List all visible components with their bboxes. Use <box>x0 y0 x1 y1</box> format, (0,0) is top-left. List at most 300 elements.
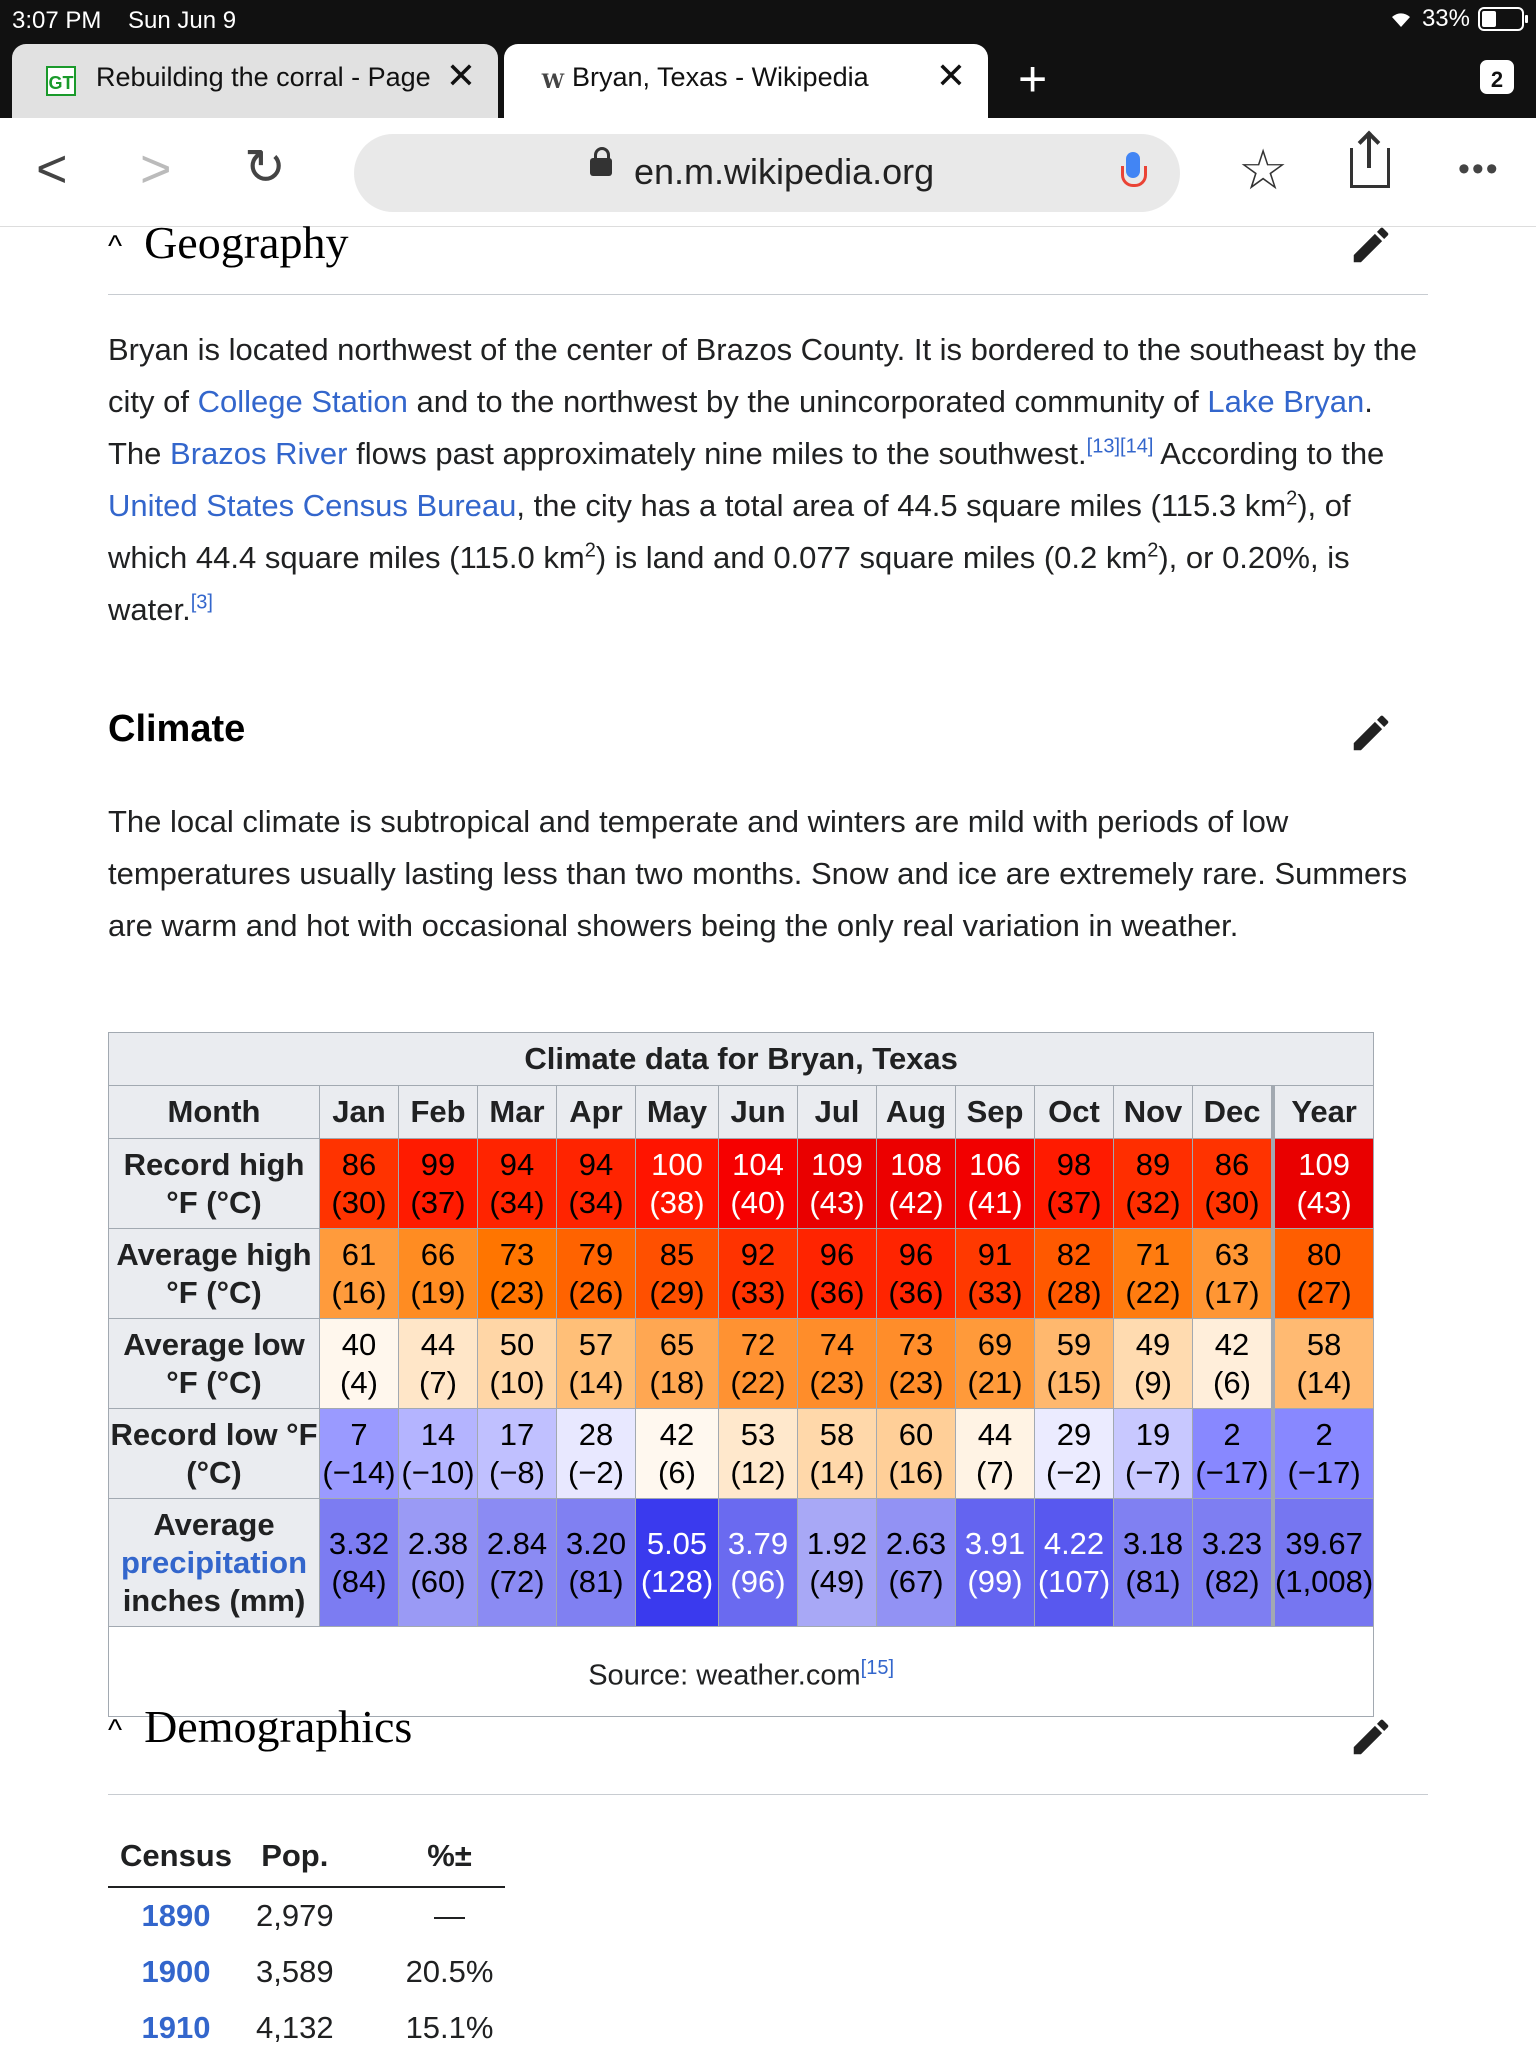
celsius-value: (7) <box>976 1454 1014 1490</box>
celsius-value: (10) <box>489 1364 545 1400</box>
address-bar[interactable] <box>354 134 1180 212</box>
census-year-link[interactable]: 1910 <box>141 2010 211 2045</box>
lock-icon <box>590 158 612 176</box>
month-column-header: Mar <box>478 1086 557 1139</box>
fahrenheit-value: 42 <box>1214 1326 1250 1362</box>
climate-cell <box>956 1229 1035 1319</box>
climate-cell <box>877 1229 956 1319</box>
climate-cell <box>1193 1499 1274 1627</box>
tab-rebuilding-corral[interactable] <box>12 44 498 118</box>
celsius-value: (60) <box>410 1563 466 1599</box>
fahrenheit-value: 53 <box>740 1416 776 1452</box>
climate-cell <box>1273 1319 1374 1409</box>
celsius-value: (12) <box>730 1454 786 1490</box>
fahrenheit-value: 2 <box>1223 1416 1241 1452</box>
climate-cell <box>956 1499 1035 1627</box>
climate-cell <box>1035 1229 1114 1319</box>
climate-cell <box>1193 1229 1274 1319</box>
climate-cell <box>877 1139 956 1229</box>
demographics-heading[interactable] <box>108 1700 412 1753</box>
climate-cell <box>1114 1139 1193 1229</box>
climate-paragraph: The local climate is subtropical and temperate and winters are mild with periods of low temperatures usually lasting less than two months. Snow and ice are extremely rare. Summers are warm and hot with occasional showers being the only real variation in weather. <box>108 804 1408 943</box>
geography-heading[interactable] <box>108 226 348 269</box>
census-header: Census <box>108 1826 244 1887</box>
text: , the city has a total area of 44.5 square miles (115.3 km <box>516 488 1287 523</box>
celsius-value: (49) <box>809 1563 865 1599</box>
reload-button[interactable]: ↻ <box>244 139 286 195</box>
fahrenheit-value: 50 <box>499 1326 535 1362</box>
celsius-value: (−14) <box>322 1454 396 1490</box>
percent-change-value: 20.5% <box>405 1954 494 1989</box>
celsius-value: (27) <box>1296 1274 1352 1310</box>
climate-cell <box>636 1409 719 1499</box>
climate-cell <box>478 1139 557 1229</box>
climate-row-label: Record low °F (°C) <box>109 1409 320 1499</box>
share-icon[interactable] <box>1350 148 1390 188</box>
fahrenheit-value: 40 <box>341 1326 377 1362</box>
celsius-value: (−10) <box>401 1454 475 1490</box>
demographics-heading-text: Demographics <box>144 1701 413 1752</box>
climate-cell <box>798 1139 877 1229</box>
celsius-value: (4) <box>340 1364 378 1400</box>
battery-icon <box>1478 7 1524 31</box>
population-value: 2,979 <box>255 1898 334 1933</box>
climate-table-title: Climate data for Bryan, Texas <box>108 1032 1374 1085</box>
climate-cell <box>478 1319 557 1409</box>
climate-cell <box>798 1409 877 1499</box>
climate-cell <box>798 1499 877 1627</box>
climate-cell <box>320 1409 399 1499</box>
climate-cell <box>956 1319 1035 1409</box>
celsius-value: (37) <box>1046 1184 1102 1220</box>
fahrenheit-value: 3.79 <box>727 1525 789 1561</box>
celsius-value: (40) <box>730 1184 786 1220</box>
month-column-header: Apr <box>557 1086 636 1139</box>
climate-cell <box>557 1139 636 1229</box>
climate-cell <box>877 1319 956 1409</box>
ref-14[interactable]: [14] <box>1120 435 1154 458</box>
collapse-caret-icon[interactable]: ^ <box>108 230 123 264</box>
climate-cell <box>877 1499 956 1627</box>
climate-cell <box>719 1229 798 1319</box>
celsius-value: (81) <box>1125 1563 1181 1599</box>
more-menu-icon[interactable]: ••• <box>1458 150 1500 188</box>
fahrenheit-value: 63 <box>1214 1236 1250 1272</box>
census-table <box>108 1826 505 2048</box>
celsius-value: (26) <box>568 1274 624 1310</box>
fahrenheit-value: 7 <box>350 1416 368 1452</box>
fahrenheit-value: 80 <box>1306 1236 1342 1272</box>
climate-cell <box>1035 1139 1114 1229</box>
celsius-value: (−8) <box>489 1454 545 1490</box>
edit-pencil-icon[interactable] <box>1348 710 1394 756</box>
climate-cell <box>1035 1319 1114 1409</box>
climate-cell <box>1273 1409 1374 1499</box>
fahrenheit-value: 89 <box>1135 1146 1171 1182</box>
celsius-value: (128) <box>640 1563 714 1599</box>
month-column-header: Feb <box>399 1086 478 1139</box>
celsius-value: (23) <box>489 1274 545 1310</box>
fahrenheit-value: 3.18 <box>1122 1525 1184 1561</box>
census-year-link[interactable]: 1890 <box>141 1898 211 1933</box>
status-bar <box>0 0 1536 42</box>
climate-cell <box>320 1229 399 1319</box>
percent-change-value: — <box>434 1898 466 1933</box>
celsius-value: (−17) <box>1287 1454 1361 1490</box>
ref-3[interactable]: [3] <box>190 591 213 614</box>
climate-cell <box>798 1229 877 1319</box>
climate-cell <box>1035 1409 1114 1499</box>
close-tab-icon[interactable]: ✕ <box>935 55 966 96</box>
celsius-value: (6) <box>658 1454 696 1490</box>
fahrenheit-value: 94 <box>499 1146 535 1182</box>
celsius-value: (−2) <box>1046 1454 1102 1490</box>
climate-data-row <box>109 1409 1374 1499</box>
climate-cell <box>399 1409 478 1499</box>
text: Average <box>153 1506 275 1542</box>
gt-favicon-icon: GT <box>46 66 76 96</box>
tab-bryan-wikipedia[interactable] <box>504 44 988 118</box>
close-tab-icon[interactable]: ✕ <box>445 55 476 96</box>
tab-title: Rebuilding the corral - Page <box>96 62 431 92</box>
celsius-value: (16) <box>888 1454 944 1490</box>
celsius-value: (37) <box>410 1184 466 1220</box>
fahrenheit-value: 59 <box>1056 1326 1092 1362</box>
climate-cell <box>1114 1499 1193 1627</box>
fahrenheit-value: 5.05 <box>646 1525 708 1561</box>
page-content <box>0 226 1536 2048</box>
fahrenheit-value: 19 <box>1135 1416 1171 1452</box>
fahrenheit-value: 39.67 <box>1285 1525 1363 1561</box>
celsius-value: (36) <box>888 1274 944 1310</box>
fahrenheit-value: 2.63 <box>885 1525 947 1561</box>
month-column-header: Jun <box>719 1086 798 1139</box>
celsius-value: (7) <box>419 1364 457 1400</box>
fahrenheit-value: 91 <box>977 1236 1013 1272</box>
fahrenheit-value: 14 <box>420 1416 456 1452</box>
climate-cell <box>399 1139 478 1229</box>
fahrenheit-value: 82 <box>1056 1236 1092 1272</box>
climate-cell <box>399 1319 478 1409</box>
table-row <box>108 1944 505 2000</box>
fahrenheit-value: 94 <box>578 1146 614 1182</box>
month-header: Month <box>109 1086 320 1139</box>
celsius-value: (15) <box>1046 1364 1102 1400</box>
celsius-value: (43) <box>809 1184 865 1220</box>
year-column-header: Year <box>1273 1086 1374 1139</box>
fahrenheit-value: 49 <box>1135 1326 1171 1362</box>
tab-strip <box>0 42 1536 118</box>
climate-cell <box>719 1139 798 1229</box>
fahrenheit-value: 58 <box>819 1416 855 1452</box>
tab-count-button[interactable]: 2 <box>1480 60 1514 94</box>
tab-title: Bryan, Texas - Wikipedia <box>572 62 869 92</box>
celsius-value: (14) <box>809 1454 865 1490</box>
celsius-value: (1,008) <box>1275 1563 1374 1599</box>
section-divider <box>108 294 1428 295</box>
fahrenheit-value: 1.92 <box>806 1525 868 1561</box>
celsius-value: (18) <box>649 1364 705 1400</box>
climate-cell <box>320 1319 399 1409</box>
fahrenheit-value: 17 <box>499 1416 535 1452</box>
fahrenheit-value: 73 <box>898 1326 934 1362</box>
fahrenheit-value: 44 <box>420 1326 456 1362</box>
text: According to the <box>1153 436 1385 471</box>
climate-cell <box>1273 1499 1374 1627</box>
month-column-header: Dec <box>1193 1086 1274 1139</box>
population-value: 3,589 <box>255 1954 334 1989</box>
fahrenheit-value: 71 <box>1135 1236 1171 1272</box>
celsius-value: (16) <box>331 1274 387 1310</box>
ref-15[interactable]: [15] <box>860 1656 894 1679</box>
climate-cell <box>1035 1499 1114 1627</box>
climate-row-label <box>109 1499 320 1627</box>
month-column-header: Aug <box>877 1086 956 1139</box>
climate-cell <box>557 1229 636 1319</box>
link-census-bureau[interactable]: United States Census Bureau <box>108 488 517 523</box>
fahrenheit-value: 57 <box>578 1326 614 1362</box>
fahrenheit-value: 3.23 <box>1201 1525 1263 1561</box>
celsius-value: (23) <box>809 1364 865 1400</box>
bookmark-star-icon[interactable]: ☆ <box>1238 138 1289 201</box>
celsius-value: (41) <box>967 1184 1023 1220</box>
climate-cell <box>557 1499 636 1627</box>
climate-cell <box>557 1409 636 1499</box>
fahrenheit-value: 86 <box>1214 1146 1250 1182</box>
text: ) is land and 0.077 square miles (0.2 km <box>595 540 1148 575</box>
climate-cell <box>478 1229 557 1319</box>
celsius-value: (38) <box>649 1184 705 1220</box>
celsius-value: (96) <box>730 1563 786 1599</box>
month-column-header: Jul <box>798 1086 877 1139</box>
climate-cell <box>1193 1139 1274 1229</box>
celsius-value: (17) <box>1204 1274 1260 1310</box>
fahrenheit-value: 109 <box>811 1146 863 1182</box>
text: ), or 0.20%, is water. <box>108 540 1350 627</box>
section-divider <box>108 1794 1428 1795</box>
fahrenheit-value: 74 <box>819 1326 855 1362</box>
climate-cell <box>320 1499 399 1627</box>
fahrenheit-value: 4.22 <box>1043 1525 1105 1561</box>
celsius-value: (14) <box>568 1364 624 1400</box>
celsius-value: (−17) <box>1195 1454 1269 1490</box>
celsius-value: (36) <box>809 1274 865 1310</box>
celsius-value: (9) <box>1134 1364 1172 1400</box>
celsius-value: (34) <box>489 1184 545 1220</box>
celsius-value: (30) <box>1204 1184 1260 1220</box>
wikipedia-favicon-icon: W <box>541 69 565 93</box>
new-tab-button[interactable]: + <box>1018 51 1048 107</box>
celsius-value: (107) <box>1037 1563 1111 1599</box>
edit-pencil-icon[interactable] <box>1348 1714 1394 1760</box>
geography-paragraph <box>108 324 1428 636</box>
fahrenheit-value: 42 <box>659 1416 695 1452</box>
navigation-bar <box>0 118 1536 227</box>
celsius-value: (43) <box>1296 1184 1352 1220</box>
fahrenheit-value: 104 <box>732 1146 784 1182</box>
fahrenheit-value: 100 <box>651 1146 703 1182</box>
text: inches (mm) <box>122 1582 306 1618</box>
celsius-value: (22) <box>1125 1274 1181 1310</box>
climate-data-row <box>109 1499 1374 1627</box>
climate-cell <box>1114 1229 1193 1319</box>
source-text: Source: weather.com <box>588 1659 861 1692</box>
month-column-header: Jan <box>320 1086 399 1139</box>
climate-cell <box>719 1319 798 1409</box>
status-date: Sun Jun 9 <box>128 7 237 34</box>
text: flows past approximately nine miles to the southwest. <box>347 436 1087 471</box>
celsius-value: (42) <box>888 1184 944 1220</box>
population-header: Pop. <box>244 1826 346 1887</box>
climate-cell <box>1193 1409 1274 1499</box>
fahrenheit-value: 2.38 <box>407 1525 469 1561</box>
forward-button[interactable]: > <box>140 139 172 199</box>
fahrenheit-value: 2 <box>1315 1416 1333 1452</box>
percent-change-header: %± <box>346 1826 506 1887</box>
climate-cell <box>1273 1139 1374 1229</box>
climate-cell <box>1114 1319 1193 1409</box>
celsius-value: (72) <box>489 1563 545 1599</box>
celsius-value: (67) <box>888 1563 944 1599</box>
month-column-header: May <box>636 1086 719 1139</box>
celsius-value: (19) <box>410 1274 466 1310</box>
celsius-value: (33) <box>730 1274 786 1310</box>
fahrenheit-value: 69 <box>977 1326 1013 1362</box>
fahrenheit-value: 73 <box>499 1236 535 1272</box>
climate-cell <box>636 1229 719 1319</box>
superscript: 2 <box>584 539 596 562</box>
celsius-value: (34) <box>568 1184 624 1220</box>
fahrenheit-value: 3.32 <box>328 1525 390 1561</box>
celsius-value: (82) <box>1204 1563 1260 1599</box>
text: and to the northwest by the unincorporated community of <box>407 384 1208 419</box>
fahrenheit-value: 28 <box>578 1416 614 1452</box>
month-column-header: Nov <box>1114 1086 1193 1139</box>
fahrenheit-value: 98 <box>1056 1146 1092 1182</box>
celsius-value: (99) <box>967 1563 1023 1599</box>
celsius-value: (−2) <box>568 1454 624 1490</box>
link-precipitation[interactable]: precipitation <box>120 1544 307 1580</box>
month-column-header: Sep <box>956 1086 1035 1139</box>
celsius-value: (21) <box>967 1364 1023 1400</box>
climate-table <box>108 1032 1374 1717</box>
fahrenheit-value: 44 <box>977 1416 1013 1452</box>
celsius-value: (81) <box>568 1563 624 1599</box>
fahrenheit-value: 99 <box>420 1146 456 1182</box>
celsius-value: (14) <box>1296 1364 1352 1400</box>
text: Bryan is located northwest of the center of Brazos County. It is bordered to the southeast by the city of <box>108 332 1418 419</box>
battery-percent: 33% <box>1421 5 1470 32</box>
climate-row-label: Record high °F (°C) <box>109 1139 320 1229</box>
celsius-value: (22) <box>730 1364 786 1400</box>
table-row <box>108 1887 505 1944</box>
celsius-value: (−7) <box>1125 1454 1181 1490</box>
climate-cell <box>636 1499 719 1627</box>
climate-cell <box>478 1499 557 1627</box>
fahrenheit-value: 72 <box>740 1326 776 1362</box>
back-button[interactable]: < <box>36 139 68 199</box>
fahrenheit-value: 3.20 <box>565 1525 627 1561</box>
climate-row-label: Average high °F (°C) <box>109 1229 320 1319</box>
table-row <box>108 2000 505 2048</box>
climate-cell <box>798 1319 877 1409</box>
climate-cell <box>636 1139 719 1229</box>
text: ), of which 44.4 square miles (115.0 km <box>108 488 1351 575</box>
link-brazos-river[interactable]: Brazos River <box>170 436 348 471</box>
celsius-value: (29) <box>649 1274 705 1310</box>
celsius-value: (30) <box>331 1184 387 1220</box>
climate-row-label: Average low °F (°C) <box>109 1319 320 1409</box>
fahrenheit-value: 86 <box>341 1146 377 1182</box>
climate-cell <box>877 1409 956 1499</box>
fahrenheit-value: 3.91 <box>964 1525 1026 1561</box>
fahrenheit-value: 106 <box>969 1146 1021 1182</box>
wifi-icon <box>1388 9 1414 29</box>
fahrenheit-value: 85 <box>659 1236 695 1272</box>
collapse-caret-icon[interactable]: ^ <box>108 1714 123 1748</box>
fahrenheit-value: 2.84 <box>486 1525 548 1561</box>
census-year-link[interactable]: 1900 <box>141 1954 211 1989</box>
ref-13[interactable]: [13] <box>1086 435 1121 458</box>
fahrenheit-value: 109 <box>1298 1146 1350 1182</box>
fahrenheit-value: 65 <box>659 1326 695 1362</box>
climate-data-row <box>109 1139 1374 1229</box>
microphone-icon[interactable] <box>1126 152 1140 178</box>
celsius-value: (23) <box>888 1364 944 1400</box>
climate-cell <box>1193 1319 1274 1409</box>
url-text[interactable]: en.m.wikipedia.org <box>634 151 935 192</box>
geography-heading-text: Geography <box>144 226 349 268</box>
celsius-value: (6) <box>1213 1364 1251 1400</box>
percent-change-value: 15.1% <box>405 2010 494 2045</box>
fahrenheit-value: 96 <box>819 1236 855 1272</box>
fahrenheit-value: 79 <box>578 1236 614 1272</box>
climate-cell <box>557 1319 636 1409</box>
celsius-value: (32) <box>1125 1184 1181 1220</box>
population-value: 4,132 <box>255 2010 334 2045</box>
fahrenheit-value: 61 <box>341 1236 377 1272</box>
fahrenheit-value: 96 <box>898 1236 934 1272</box>
climate-cell <box>320 1139 399 1229</box>
link-lake-bryan[interactable]: Lake Bryan <box>1207 384 1365 419</box>
climate-cell <box>399 1499 478 1627</box>
fahrenheit-value: 108 <box>890 1146 942 1182</box>
edit-pencil-icon[interactable] <box>1348 226 1394 268</box>
status-time: 3:07 PM <box>12 7 102 34</box>
celsius-value: (33) <box>967 1274 1023 1310</box>
fahrenheit-value: 66 <box>420 1236 456 1272</box>
superscript: 2 <box>1286 487 1298 510</box>
climate-cell <box>1273 1229 1374 1319</box>
link-college-station[interactable]: College Station <box>197 384 408 419</box>
climate-cell <box>636 1319 719 1409</box>
climate-data-row <box>109 1229 1374 1319</box>
fahrenheit-value: 29 <box>1056 1416 1092 1452</box>
climate-cell <box>719 1499 798 1627</box>
month-column-header: Oct <box>1035 1086 1114 1139</box>
climate-cell <box>956 1139 1035 1229</box>
climate-data-row <box>109 1319 1374 1409</box>
text: . The <box>108 384 1373 471</box>
climate-cell <box>1114 1409 1193 1499</box>
fahrenheit-value: 60 <box>898 1416 934 1452</box>
climate-cell <box>478 1409 557 1499</box>
celsius-value: (84) <box>331 1563 387 1599</box>
fahrenheit-value: 58 <box>1306 1326 1342 1362</box>
superscript: 2 <box>1147 539 1159 562</box>
climate-cell <box>399 1229 478 1319</box>
celsius-value: (28) <box>1046 1274 1102 1310</box>
